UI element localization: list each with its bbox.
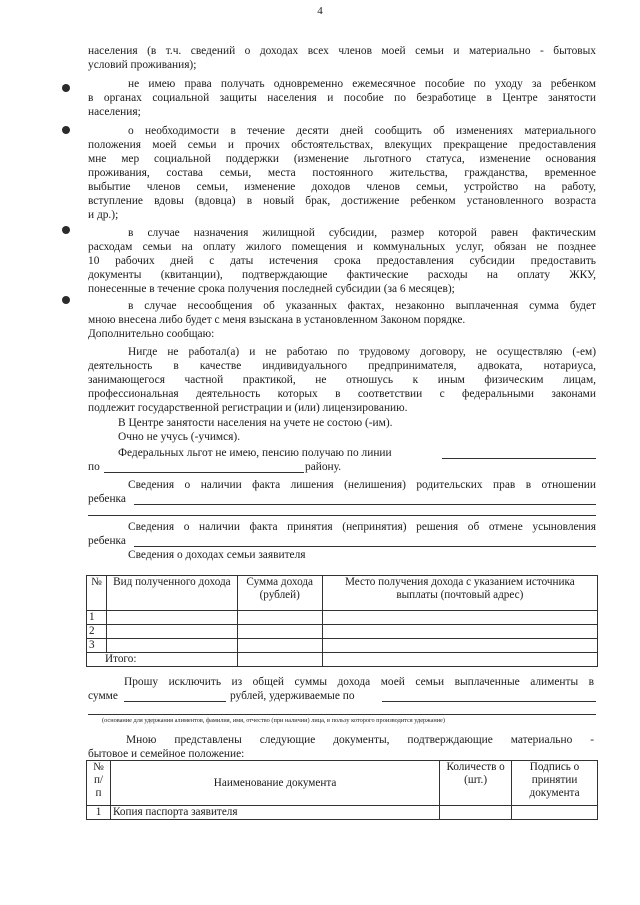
text-line: понесенные в течение срока получения последней субсидии (за 6 месяцев);	[88, 283, 455, 295]
alimony-basis-blank[interactable]	[88, 714, 596, 715]
text-line: населения;	[88, 106, 141, 118]
bullet-marker	[62, 296, 70, 304]
table-cell[interactable]	[440, 806, 512, 820]
text-line: выбытие членов семьи, изменение доходов членов семьи, устройство на работу,	[88, 181, 596, 193]
text-line: рублей, удерживаемые по	[230, 690, 355, 702]
bullet-marker	[62, 226, 70, 234]
pension-blank[interactable]	[442, 458, 596, 459]
bullet-marker	[62, 84, 70, 92]
documents-table	[86, 760, 598, 820]
text-line: Очно не учусь (-учимся).	[118, 431, 241, 443]
col-header-doc-name: Наименование документа	[110, 761, 439, 806]
text-line: Дополнительно сообщаю:	[88, 328, 215, 340]
text-line: подлежит государственной регистрации и (или) лицензированию.	[88, 402, 408, 414]
text-line: положения моей семьи и прочих обстоятельствах, влекущих прекращение предоставления	[88, 139, 596, 151]
table-cell[interactable]	[106, 639, 237, 653]
table-cell[interactable]	[237, 639, 322, 653]
alimony-basis-blank[interactable]	[382, 701, 596, 702]
income-table	[86, 575, 598, 667]
text-line: профессиональная деятельность которых в соответствии с федеральными законами	[88, 388, 596, 400]
text-line: занимающегося частной практикой, не отношусь к иным физическим лицам,	[88, 374, 596, 386]
text-line: мне мер социальной поддержки (изменение льготного статуса, изменение основания	[88, 153, 596, 165]
bullet-marker	[62, 126, 70, 134]
alimony-sum-blank[interactable]	[124, 701, 226, 702]
text-line: в случае назначения жилищной субсидии, размер которой равен фактическим	[128, 227, 596, 239]
text-line: вступление вдовы (вдовца) в новый брак, достижение ребенком установленного возраста	[88, 195, 596, 207]
col-header-quantity: Количеств о (шт.)	[440, 761, 512, 806]
table-cell[interactable]	[237, 611, 322, 625]
table-row-total	[87, 653, 598, 667]
col-header-num: №	[87, 576, 107, 611]
text-line: ребенка	[88, 535, 126, 547]
text-line: бытовое и семейное положение:	[88, 748, 245, 760]
table-row	[87, 611, 598, 625]
text-line: Сведения о доходах семьи заявителя	[128, 549, 306, 561]
col-header-income-type: Вид полученного дохода	[106, 576, 237, 611]
table-row	[87, 625, 598, 639]
table-cell[interactable]	[322, 611, 597, 625]
total-label: Итого:	[87, 653, 238, 667]
text-line: населения (в т.ч. сведений о доходах всех членов моей семьи и материально - бытовых	[88, 45, 596, 57]
parental-rights-blank[interactable]	[134, 504, 596, 505]
text-line: Сведения о наличии факта лишения (нелишения) родительских прав в отношении	[128, 479, 596, 491]
text-line: деятельность в качестве индивидуального предпринимателя, адвоката, нотариуса,	[88, 360, 596, 372]
text-line: ребенка	[88, 493, 126, 505]
table-cell[interactable]	[322, 625, 597, 639]
col-header-income-source: Место получения дохода с указанием источника выплаты (почтовый адрес)	[322, 576, 597, 611]
row-number: 1	[87, 806, 111, 820]
text-line: В Центре занятости населения на учете не состою (-им).	[118, 417, 393, 429]
text-line: о необходимости в течение десяти дней сообщить об изменениях материального	[128, 125, 596, 137]
text-line: 10 рабочих дней с даты истечения срока предоставления субсидии предоставить	[88, 255, 596, 267]
table-cell[interactable]	[237, 625, 322, 639]
text-line: в случае несообщения об указанных фактах, незаконно выплаченная сумма будет	[128, 300, 596, 312]
text-line: сумме	[88, 690, 118, 702]
text-line: условий проживания);	[88, 59, 197, 71]
table-cell[interactable]	[106, 625, 237, 639]
text-line: мною внесена либо будет с меня взыскана в установленном Законом порядке.	[88, 314, 466, 326]
row-number: 1	[87, 611, 107, 625]
table-cell[interactable]	[512, 806, 598, 820]
text-line: в органах социальной защиты населения и пособие по безработице в Центре занятости	[88, 92, 596, 104]
text-line: документы (квитанции), подтверждающие фактические расходы на оплату ЖКУ,	[88, 269, 596, 281]
table-row	[87, 806, 598, 820]
text-line: Мною представлены следующие документы, подтверждающие материально -	[126, 734, 594, 746]
table-cell[interactable]	[322, 639, 597, 653]
document-name: Копия паспорта заявителя	[110, 806, 439, 820]
alimony-footnote: (основание для удержания алиментов, фамилия, имя, отчество (при наличии) лица, в пользу которого производится удержание)	[102, 717, 445, 724]
text-line: проживания, состава семьи, места постоянного жительства, гражданства, временное	[88, 167, 596, 179]
parental-rights-blank[interactable]	[88, 515, 596, 516]
row-number: 2	[87, 625, 107, 639]
text-line: не имею права получать одновременно ежемесячное пособие по уходу за ребенком	[128, 78, 596, 90]
district-blank[interactable]	[104, 472, 304, 473]
text-line: Нигде не работал(а) и не работаю по трудовому договору, не осуществляю (-ем)	[128, 346, 596, 358]
adoption-blank[interactable]	[134, 546, 596, 547]
text-line: району.	[305, 461, 342, 473]
text-line: по	[88, 461, 100, 473]
page-number: 4	[317, 5, 323, 17]
text-line: и др.);	[88, 209, 119, 221]
text-line: Сведения о наличии факта принятия (непринятия) решения об отмене усыновления	[128, 521, 596, 533]
text-line: Прошу исключить из общей суммы дохода моей семьи выплаченные алименты в	[124, 676, 594, 688]
col-header-income-sum: Сумма дохода (рублей)	[237, 576, 322, 611]
text-line: расходам семьи на оплату жилого помещения и коммунальных услуг, обязан не позднее	[88, 241, 596, 253]
table-cell[interactable]	[322, 653, 597, 667]
col-header-signature: Подпись о принятии документа	[512, 761, 598, 806]
table-cell[interactable]	[106, 611, 237, 625]
table-cell[interactable]	[237, 653, 322, 667]
table-row	[87, 639, 598, 653]
col-header-num: № п/ п	[87, 761, 111, 806]
text-line: Федеральных льгот не имею, пенсию получаю по линии	[118, 447, 392, 459]
row-number: 3	[87, 639, 107, 653]
